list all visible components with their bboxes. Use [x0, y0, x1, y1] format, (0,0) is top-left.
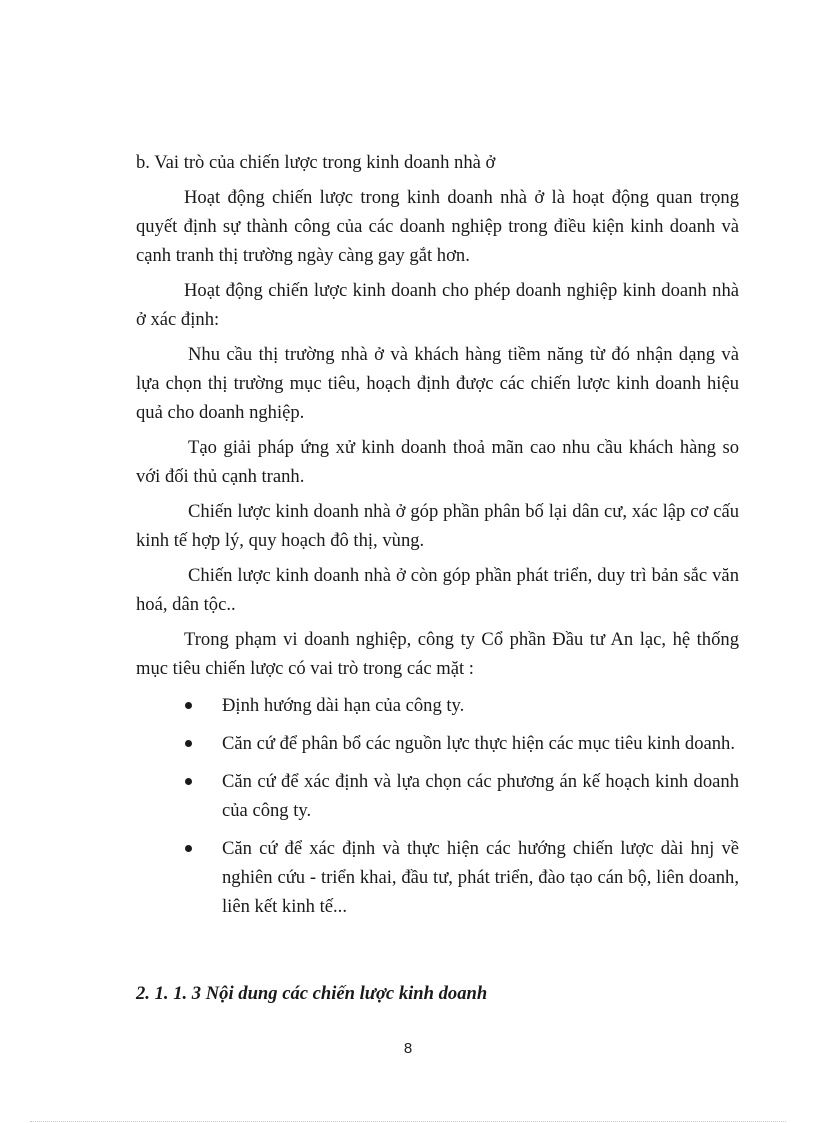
page-number: 8 — [403, 1040, 413, 1057]
paragraph: Nhu cầu thị trường nhà ở và khách hàng tiềm năng từ đó nhận dạng và lựa chọn thị trường mục tiêu, hoạch định được các chiến lược kinh doanh hiệu quả cho doanh nghiệp. — [136, 344, 739, 423]
list-item-text: Căn cứ để xác định và thực hiện các hướng chiến lược dài hnj về nghiên cứu - triển khai, đầu tư, phát triển, đào tạo cán bộ, liên doanh, liên kết kinh tế... — [222, 838, 739, 917]
bullet-list — [136, 691, 739, 921]
paragraph: Trong phạm vi doanh nghiệp, công ty Cổ phần Đầu tư An lạc, hệ thống mục tiêu chiến lược có vai trò trong các mặt : — [136, 629, 739, 679]
list-item — [136, 767, 739, 825]
list-item-text: Căn cứ để phân bổ các nguồn lực thực hiện các mục tiêu kinh doanh. — [222, 733, 735, 754]
bullet-icon — [185, 845, 192, 852]
paragraph: Hoạt động chiến lược kinh doanh cho phép doanh nghiệp kinh doanh nhà ở xác định: — [136, 280, 739, 330]
section-b-title: b. Vai trò của chiến lược trong kinh doanh nhà ở — [136, 152, 496, 173]
paragraph: Tạo giải pháp ứng xử kinh doanh thoả mãn cao nhu cầu khách hàng so với đối thủ cạnh tranh. — [136, 437, 739, 487]
section-heading: 2. 1. 1. 3 Nội dung các chiến lược kinh doanh — [136, 983, 488, 1004]
list-item-text: Căn cứ để xác định và lựa chọn các phương án kế hoạch kinh doanh của công ty. — [222, 771, 739, 821]
page-divider — [30, 1121, 786, 1122]
list-item — [136, 834, 739, 921]
list-item — [136, 691, 739, 720]
list-item-text: Định hướng dài hạn của công ty. — [222, 695, 465, 716]
list-item — [136, 729, 739, 758]
document-body — [136, 148, 739, 930]
paragraph: Chiến lược kinh doanh nhà ở góp phần phân bố lại dân cư, xác lập cơ cấu kinh tế hợp lý, quy hoạch đô thị, vùng. — [136, 501, 739, 551]
paragraph: Hoạt động chiến lược trong kinh doanh nhà ở là hoạt động quan trọng quyết định sự thành công của các doanh nghiệp trong điều kiện kinh doanh và cạnh tranh thị trường ngày càng gay gắt hơn. — [136, 187, 739, 266]
bullet-icon — [185, 702, 192, 709]
bullet-icon — [185, 778, 192, 785]
bullet-icon — [185, 740, 192, 747]
paragraph: Chiến lược kinh doanh nhà ở còn góp phần phát triển, duy trì bản sắc văn hoá, dân tộc.. — [136, 565, 739, 615]
